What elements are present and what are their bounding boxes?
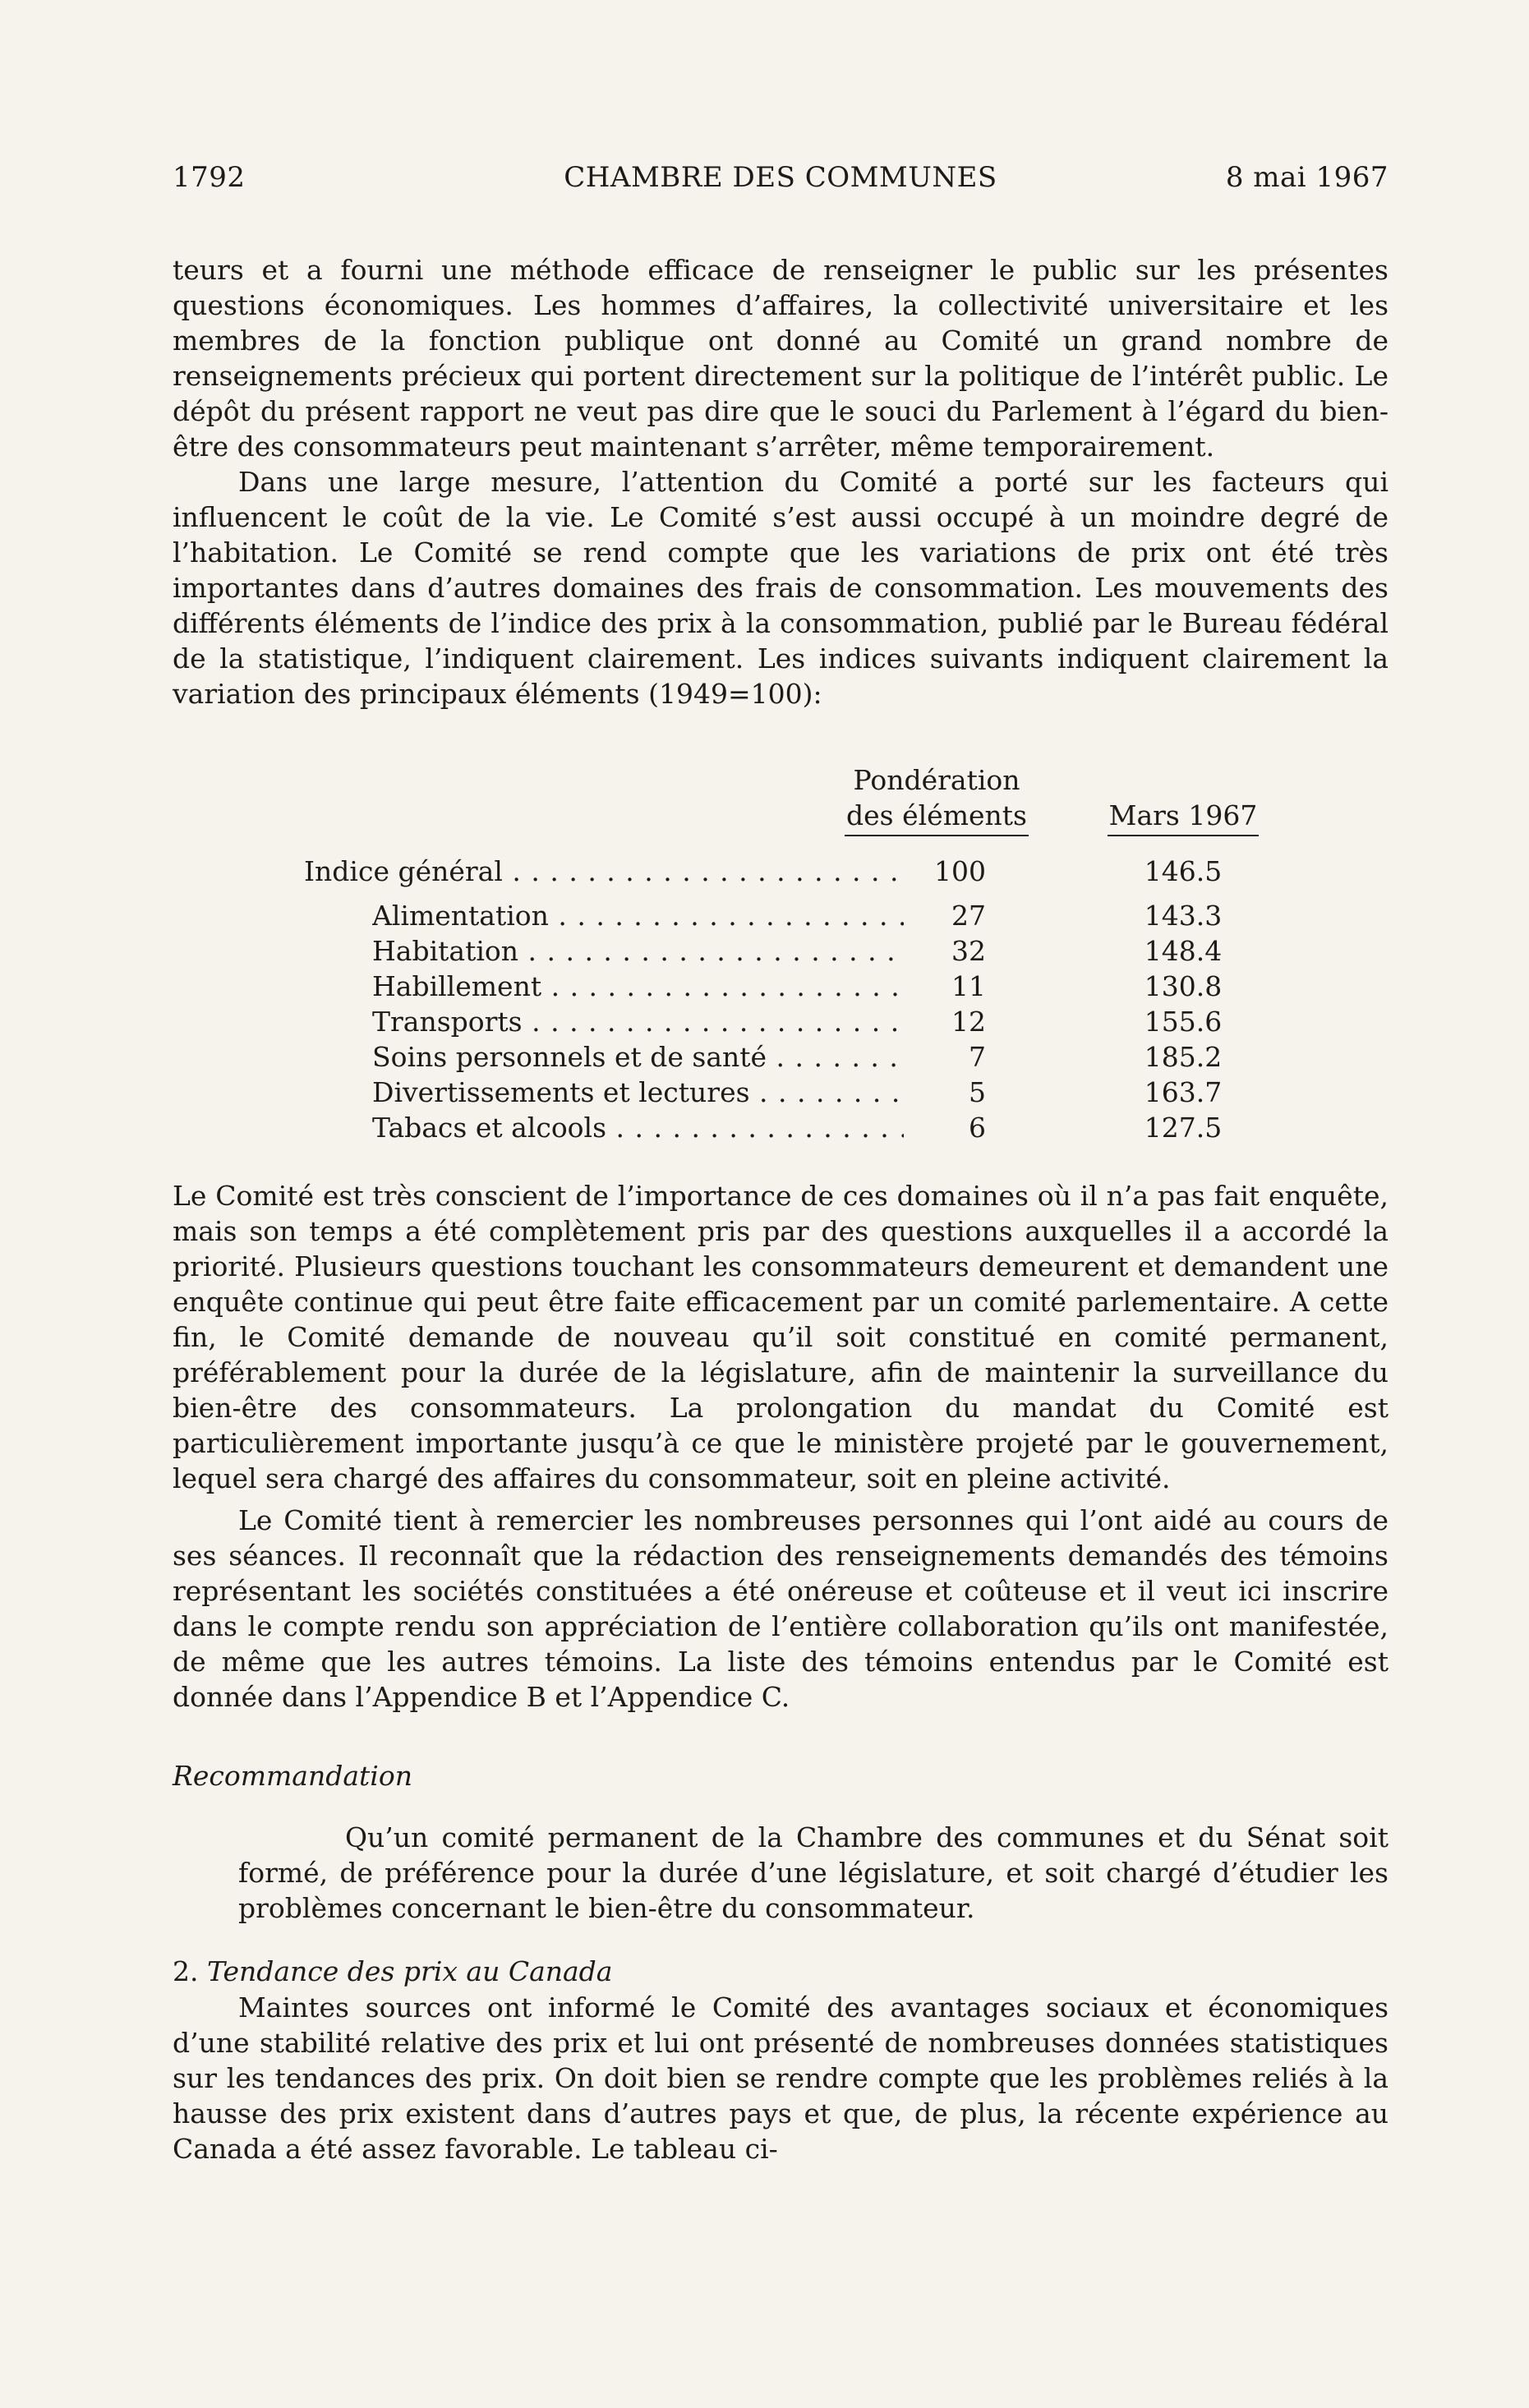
paragraph-awareness: Le Comité est très conscient de l’importance de ces domaines où il n’a pas fait enquête, mais son temps a été complètement pris par des questions auxquelles il a accordé la priorité. Plusieurs questions touchant les consommateurs demeurent et demandent une enquête continue qui peut être faite efficacement par un comité parlementaire. A cette fin, le Comité demande de nouveau qu’il soit constitué en comité permanent, préférablement pour la durée de la législature, afin de maintenir la surveillance du bien-être des consommateurs. La prolongation du mandat du Comité est particulièrement importante jusqu’à ce que le ministère projeté par le gouvernement, lequel sera chargé des affaires du consommateur, soit en pleine activité.: [173, 1180, 1389, 1494]
recommendation-paragraph: Qu’un comité permanent de la Chambre des communes et du Sénat soit formé, de préférence pour la durée d’une législature, et soit chargé d’étudier les problèmes concernant le bien-être du consommateur.: [238, 1821, 1389, 1924]
body-mid: [173, 1178, 1389, 1715]
price-index-table: [304, 762, 1306, 1157]
paragraph-thanks: Le Comité tient à remercier les nombreuses personnes qui l’ont aidé au cours de ses séances. Il reconnaît que la rédaction des renseignements demandés des témoins représentant les sociétés constituées a été onéreuse et coûteuse et il veut ici inscrire dans le compte rendu son appréciation de l’entière collaboration qu’ils ont manifestée, de même que les autres témoins. La liste des témoins entendus par le Comité est donnée dans l’Appendice B et l’Appendice C.: [173, 1504, 1389, 1713]
recommendation-heading: Recommandation: [173, 1760, 412, 1792]
row-weight: 27: [904, 898, 986, 933]
table-row: [304, 933, 1306, 969]
row-label: Habillement . . .: [372, 969, 904, 1004]
row-weight: 32: [904, 933, 986, 969]
section-heading: [173, 1954, 1389, 1989]
header-date: 8 mai 1967: [1225, 161, 1389, 194]
table-row: [304, 1110, 1306, 1145]
table-row: [304, 1004, 1306, 1039]
column-header-weight-line2: des éléments: [845, 798, 1029, 836]
table-row: [304, 898, 1306, 933]
row-weight: 100: [904, 854, 986, 889]
row-label: Habitation . . .: [372, 933, 904, 969]
row-label: Alimentation . . .: [372, 898, 904, 933]
row-value: 130.8: [1144, 970, 1223, 1002]
section-number: 2.: [173, 1955, 199, 1987]
row-value: 155.6: [1144, 1006, 1223, 1038]
row-value: 163.7: [1144, 1076, 1223, 1108]
row-value: 127.5: [1144, 1112, 1223, 1144]
row-value: 143.3: [1144, 900, 1223, 932]
row-value: 148.4: [1144, 935, 1223, 967]
row-label: Tabacs et alcools . . .: [372, 1110, 904, 1145]
row-weight: 11: [904, 969, 986, 1004]
table-row: [304, 854, 1306, 889]
table-row: [304, 969, 1306, 1004]
running-header: [173, 161, 1389, 202]
row-label: Indice général . . .: [304, 854, 904, 889]
row-label: Soins personnels et de santé . . .: [372, 1039, 904, 1075]
section-title: Tendance des prix au Canada: [207, 1955, 613, 1987]
row-label: Divertissements et lectures . . .: [372, 1075, 904, 1110]
table-row: [304, 1039, 1306, 1075]
column-header-weight: [830, 762, 1043, 836]
row-weight: 5: [904, 1075, 986, 1110]
row-value: 185.2: [1144, 1041, 1223, 1073]
row-weight: 12: [904, 1004, 986, 1039]
column-header-weight-line1: Pondération: [853, 764, 1020, 796]
page-number: 1792: [173, 161, 246, 194]
paragraph-price-trends: Maintes sources ont informé le Comité des avantages sociaux et économiques d’une stabilité relative des prix et lui ont présenté de nombreuses données statistiques sur les tendances des prix. On doit bien se rendre compte que les problèmes reliés à la hausse des prix existent dans d’autres pays et que, de plus, la récente expérience au Canada a été assez favorable. Le tableau ci-: [173, 1991, 1389, 2165]
body-top: [173, 252, 1389, 711]
row-value: 146.5: [1144, 855, 1223, 887]
row-weight: 7: [904, 1039, 986, 1075]
paragraph-cost-of-living: Dans une large mesure, l’attention du Comité a porté sur les facteurs qui influencent le coût de la vie. Le Comité s’est aussi occupé à un moindre degré de l’habitation. Le Comité se rend compte que les variations de prix ont été très importantes dans d’autres domaines des frais de consommation. Les mouvements des différents éléments de l’indice des prix à la consommation, publié par le Bureau fédéral de la statistique, l’indiquent clairement. Les indices suivants indiquent clairement la variation des principaux éléments (1949=100):: [173, 466, 1389, 710]
paragraph-continued: teurs et a fourni une méthode efficace de renseigner le public sur les présentes questions économiques. Les hommes d’affaires, la collectivité universitaire et les membres de la fonction publique ont donné au Comité un grand nombre de renseignements précieux qui portent directement sur la politique de l’intérêt public. Le dépôt du présent rapport ne veut pas dire que le souci du Parlement à l’égard du bien-être des consommateurs peut maintenant s’arrêter, même temporairement.: [173, 254, 1389, 463]
running-title: CHAMBRE DES COMMUNES: [564, 161, 997, 194]
recommendation-text: [238, 1820, 1389, 1926]
table-row: [304, 1075, 1306, 1110]
column-header-value: [1097, 798, 1269, 836]
body-bottom: [173, 1990, 1389, 2166]
row-weight: 6: [904, 1110, 986, 1145]
row-label: Transports . . .: [372, 1004, 904, 1039]
column-header-value-text: Mars 1967: [1108, 798, 1260, 836]
